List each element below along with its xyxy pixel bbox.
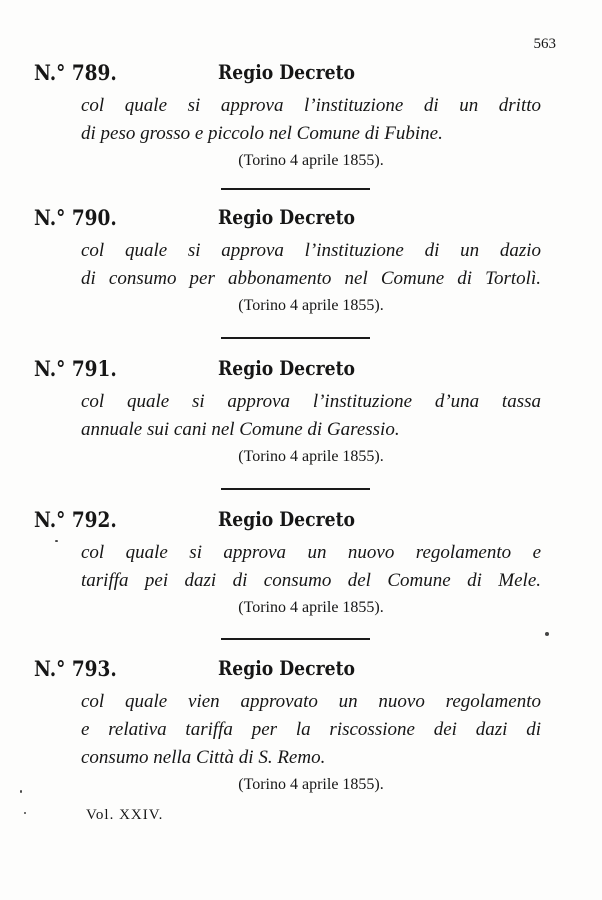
decree-date: (Torino 4 aprile 1855).: [238, 297, 384, 314]
page-number: 563: [533, 36, 556, 52]
decree-title: Regio Decreto: [218, 507, 356, 531]
decree-date: (Torino 4 aprile 1855).: [238, 776, 384, 793]
decree-title: Regio Decreto: [218, 356, 356, 380]
separator-rule: [221, 188, 370, 190]
decree-text-line: col quale si approva l’instituzione d’una tassa: [81, 391, 541, 412]
decree-entry: [34, 205, 554, 315]
decree-entry: [34, 656, 554, 794]
separator-rule: [221, 638, 370, 640]
separator-rule: [221, 337, 370, 339]
decree-text-line: tariffa pei dazi di consumo del Comune di Mele.: [81, 570, 541, 591]
decree-text-line: col quale si approva l’instituzione di un dritto: [81, 95, 541, 116]
decree-number: N.° 791.: [34, 356, 117, 381]
decree-entry: [34, 507, 554, 617]
print-speck: [20, 790, 22, 793]
print-speck: [24, 812, 26, 814]
decree-entry: [34, 356, 554, 466]
decree-number: N.° 789.: [34, 60, 117, 85]
decree-text-line: di consumo per abbonamento nel Comune di Tortolì.: [81, 268, 541, 289]
decree-date: (Torino 4 aprile 1855).: [238, 599, 384, 616]
decree-date: (Torino 4 aprile 1855).: [238, 152, 384, 169]
decree-text-line: col quale si approva un nuovo regolamento e: [81, 542, 541, 563]
decree-date: (Torino 4 aprile 1855).: [238, 448, 384, 465]
decree-title: Regio Decreto: [218, 205, 356, 229]
decree-text-line: e relativa tariffa per la riscossione dei dazi di: [81, 719, 541, 740]
decree-entry: [34, 60, 554, 170]
decree-text-line: annuale sui cani nel Comune di Garessio.: [81, 419, 400, 440]
decree-title: Regio Decreto: [218, 656, 356, 680]
volume-footer: Vol. XXIV.: [86, 807, 164, 823]
decree-text-line: col quale si approva l’instituzione di un dazio: [81, 240, 541, 261]
decree-number: N.° 793.: [34, 656, 117, 681]
decree-text-line: col quale vien approvato un nuovo regolamento: [81, 691, 541, 712]
print-speck: [545, 632, 549, 636]
decree-text-line: consumo nella Città di S. Remo.: [81, 747, 326, 768]
decree-number: N.° 790.: [34, 205, 117, 230]
decree-text-line: di peso grosso e piccolo nel Comune di Fubine.: [81, 123, 443, 144]
separator-rule: [221, 488, 370, 490]
print-speck: [55, 540, 58, 542]
decree-title: Regio Decreto: [218, 60, 356, 84]
decree-number: N.° 792.: [34, 507, 117, 532]
